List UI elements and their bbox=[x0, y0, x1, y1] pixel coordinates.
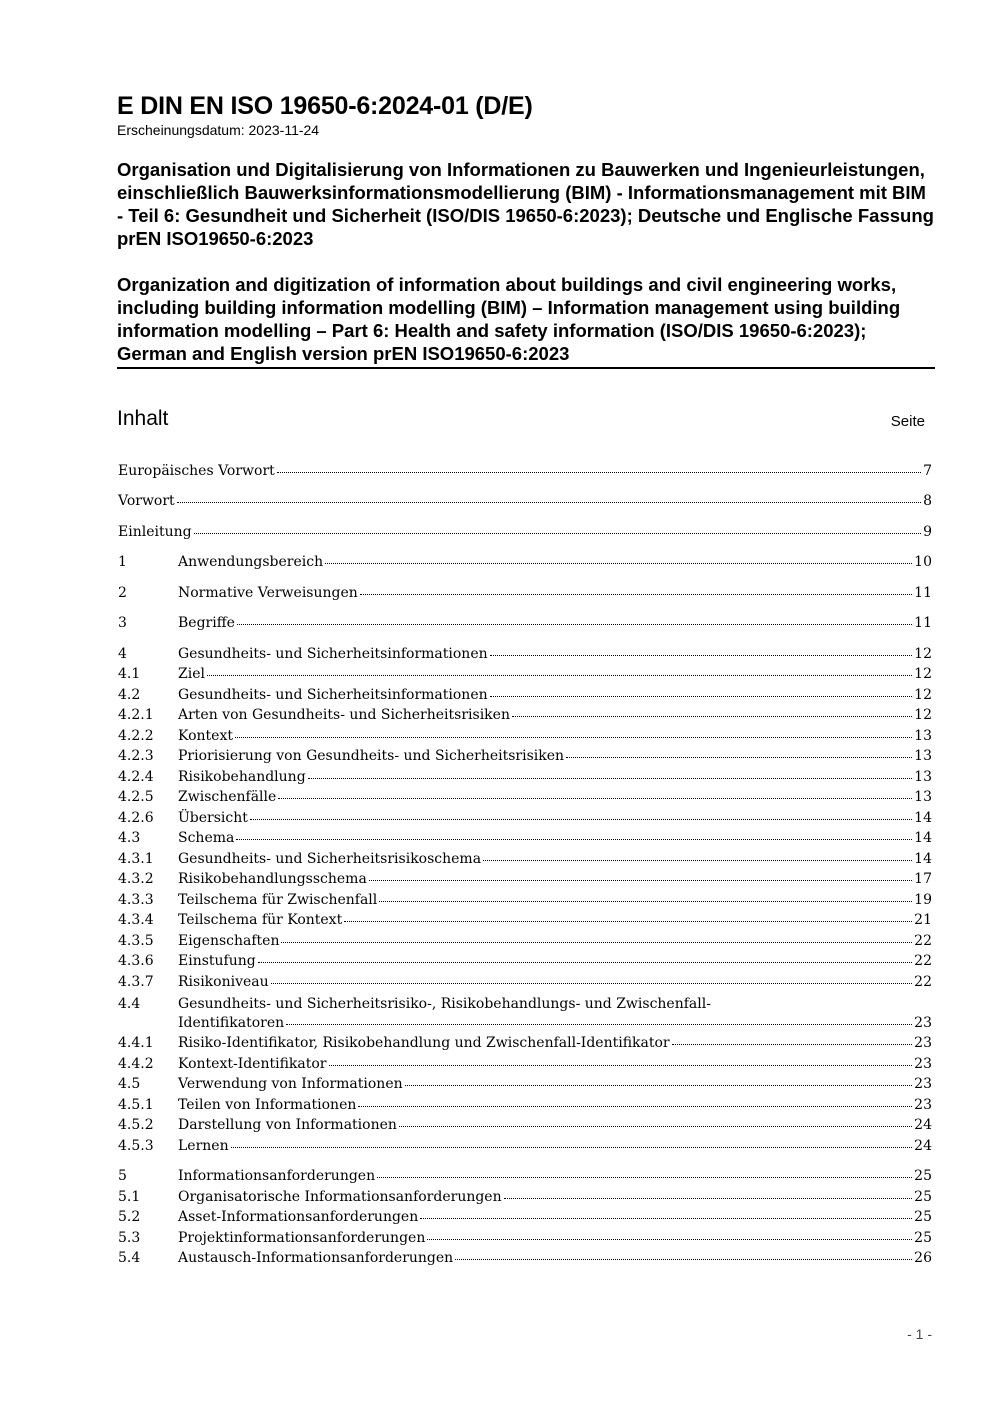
toc-entry[interactable] bbox=[117, 460, 932, 481]
toc-entry-label: Zwischenfälle bbox=[178, 789, 277, 805]
toc-dot-leader bbox=[399, 1126, 912, 1127]
toc-dot-leader bbox=[405, 1085, 913, 1086]
toc-dot-leader bbox=[420, 1218, 912, 1219]
toc-entry-number: 4.3.5 bbox=[118, 932, 154, 949]
toc-entry-label: Teilen von Informationen bbox=[178, 1096, 357, 1113]
toc-entry-page: 23 bbox=[914, 1055, 932, 1072]
toc-entry-page: 25 bbox=[914, 1229, 932, 1246]
title-divider bbox=[117, 367, 935, 369]
toc-entry-number: 5.2 bbox=[118, 1209, 141, 1225]
toc-entry-number: 4.4.1 bbox=[118, 1035, 154, 1051]
toc-entry-label: Kontext-Identifikator bbox=[178, 1055, 327, 1072]
toc-entry-number: 4.1 bbox=[118, 666, 141, 682]
toc-entry-page: 25 bbox=[914, 1188, 932, 1205]
title-german: Organisation und Digitalisierung von Informationen zu Bauwerken und Ingenieurleistungen, einschließlich Bauwerksinformationsmodellierung (BIM) - Informationsmanagement mit BIM - Teil 6: Gesundheit und Sicherheit (ISO/DIS 19650-6:2023); Deutsche und Englische Fassung prEN ISO19650-6:2023 bbox=[117, 159, 934, 249]
toc-entry-label: Projektinformationsanforderungen bbox=[178, 1229, 426, 1246]
toc-entry[interactable] bbox=[117, 746, 932, 767]
toc-entry-line bbox=[178, 1209, 932, 1225]
toc-entry-label: Risikoniveau bbox=[178, 973, 269, 990]
toc-entry-page: 9 bbox=[923, 523, 932, 540]
toc-entry-number: 2 bbox=[118, 584, 127, 601]
toc-entry-line bbox=[178, 666, 932, 682]
toc-entry-label: Begriffe bbox=[178, 615, 235, 631]
toc-entry[interactable] bbox=[117, 613, 932, 634]
toc-entry-number: 4 bbox=[118, 645, 127, 662]
toc-entry-number: 5.3 bbox=[118, 1229, 141, 1246]
toc-dot-leader bbox=[237, 624, 912, 625]
toc-entry[interactable] bbox=[117, 807, 932, 828]
toc-entry-number: 4.3.3 bbox=[118, 891, 154, 908]
toc-entry-line bbox=[178, 615, 932, 631]
toc-entry[interactable] bbox=[117, 1094, 932, 1115]
toc-entry-number: 4.2.6 bbox=[118, 809, 154, 826]
toc-dot-leader bbox=[483, 860, 912, 861]
toc-entry-line bbox=[178, 1015, 932, 1031]
toc-entry-number: 4.5.2 bbox=[118, 1117, 154, 1133]
toc-entry[interactable] bbox=[117, 643, 932, 664]
toc-entry-label: Teilschema für Kontext bbox=[178, 912, 343, 928]
toc-entry-label: Identifikatoren bbox=[178, 1014, 285, 1031]
toc-entry[interactable] bbox=[117, 1207, 932, 1228]
toc-entry[interactable] bbox=[117, 582, 932, 603]
toc-entry-number: 4.3.4 bbox=[118, 912, 154, 928]
toc-entry[interactable] bbox=[117, 889, 932, 910]
toc-entry-line bbox=[178, 892, 932, 908]
toc-entry-number: 4.5.3 bbox=[118, 1137, 154, 1154]
toc-entry[interactable] bbox=[117, 1074, 932, 1095]
toc-dot-leader bbox=[490, 655, 913, 656]
toc-entry[interactable] bbox=[117, 664, 932, 685]
toc-entry-line bbox=[178, 1056, 932, 1072]
toc-entry-page: 12 bbox=[914, 707, 932, 723]
toc-entry-number: 4.5 bbox=[118, 1076, 141, 1092]
toc-entry-label: Normative Verweisungen bbox=[178, 584, 358, 601]
toc-entry-label: Austausch-Informationsanforderungen bbox=[178, 1250, 454, 1266]
toc-dot-leader bbox=[194, 533, 922, 534]
toc-dot-leader bbox=[358, 1106, 912, 1107]
toc-entry-page: 10 bbox=[914, 554, 932, 570]
toc-entry[interactable] bbox=[117, 971, 932, 992]
toc-entry-line bbox=[178, 789, 932, 805]
toc-entry-label: Lernen bbox=[178, 1137, 229, 1154]
toc-entry[interactable] bbox=[117, 1033, 932, 1054]
toc-entry-line bbox=[178, 912, 932, 928]
toc-entry-page: 24 bbox=[914, 1137, 932, 1154]
toc-entry-line bbox=[178, 646, 932, 662]
toc-entry-page: 12 bbox=[914, 686, 932, 703]
toc-entry-label: Darstellung von Informationen bbox=[178, 1117, 397, 1133]
toc-entry-number: 4.3.2 bbox=[118, 871, 154, 887]
toc-entry-page: 13 bbox=[914, 748, 932, 764]
toc-entry-number: 5 bbox=[118, 1168, 127, 1184]
toc-dot-leader bbox=[231, 1147, 913, 1148]
toc-dot-leader bbox=[250, 819, 912, 820]
toc-dot-leader bbox=[427, 1239, 912, 1240]
toc-entry-page: 19 bbox=[914, 891, 932, 908]
title-block bbox=[117, 158, 935, 365]
toc-entry-line bbox=[178, 554, 932, 570]
toc-entry-number: 3 bbox=[118, 615, 127, 631]
toc-dot-leader bbox=[325, 563, 912, 564]
toc-entry-line bbox=[178, 851, 932, 867]
toc-entry-line bbox=[178, 707, 932, 723]
toc-entry-label: Teilschema für Zwischenfall bbox=[178, 891, 378, 908]
toc-entry-page: 25 bbox=[914, 1168, 932, 1184]
toc-entry-line bbox=[118, 463, 932, 479]
toc-entry-number: 5.4 bbox=[118, 1250, 141, 1266]
toc-entry-number: 4.3.7 bbox=[118, 973, 154, 990]
toc-dot-leader bbox=[281, 942, 912, 943]
toc-entry-page: 23 bbox=[914, 1014, 932, 1031]
toc-entry-page: 17 bbox=[914, 871, 932, 887]
toc-entry-page: 13 bbox=[914, 768, 932, 785]
toc-dot-leader bbox=[271, 983, 913, 984]
toc-entry[interactable] bbox=[117, 521, 932, 542]
toc-entry-line bbox=[178, 933, 932, 949]
toc-dot-leader bbox=[235, 737, 912, 738]
toc-entry-number: 4.2.5 bbox=[118, 789, 154, 805]
toc-entry-label: Arten von Gesundheits- und Sicherheitsrisiken bbox=[178, 707, 510, 723]
toc-entry[interactable] bbox=[117, 1053, 932, 1074]
toc-dot-leader bbox=[504, 1198, 913, 1199]
toc-dot-leader bbox=[490, 696, 913, 697]
toc-dot-leader bbox=[308, 778, 913, 779]
toc-entry-page: 14 bbox=[914, 830, 932, 846]
toc-entry[interactable] bbox=[117, 787, 932, 808]
toc-dot-leader bbox=[286, 1024, 912, 1025]
toc-entry-label: Eigenschaften bbox=[178, 932, 280, 949]
toc-entry[interactable] bbox=[117, 1186, 932, 1207]
toc-entry[interactable] bbox=[117, 705, 932, 726]
publication-date: Erscheinungsdatum: 2023-11-24 bbox=[117, 122, 320, 138]
toc-entry-number: 4.3 bbox=[118, 830, 141, 846]
toc-entry-number: 4.3.6 bbox=[118, 953, 154, 969]
toc-entry-line bbox=[178, 1250, 932, 1266]
toc-entry[interactable] bbox=[117, 1227, 932, 1248]
toc-entry-line bbox=[178, 769, 932, 785]
toc-entry-label: Schema bbox=[178, 830, 235, 846]
toc-entry-line bbox=[178, 1097, 932, 1113]
toc-entry-number: 4.3.1 bbox=[118, 850, 154, 867]
toc-entry-label: Europäisches Vorwort bbox=[118, 462, 275, 479]
toc-entry-page: 24 bbox=[914, 1117, 932, 1133]
toc-entry-page: 14 bbox=[914, 850, 932, 867]
toc-entry-line bbox=[178, 728, 932, 744]
toc-entry-label: Priorisierung von Gesundheits- und Sicherheitsrisiken bbox=[178, 748, 565, 764]
toc-entry-label: Vorwort bbox=[118, 493, 175, 509]
toc-entry[interactable] bbox=[117, 552, 932, 573]
toc-entry[interactable] bbox=[117, 951, 932, 972]
toc-entry-line bbox=[178, 1189, 932, 1205]
toc-entry-line bbox=[178, 1138, 932, 1154]
toc-entry-page: 8 bbox=[923, 493, 932, 509]
toc-entry[interactable] bbox=[117, 828, 932, 849]
toc-dot-leader bbox=[177, 502, 921, 503]
toc-entry-page: 12 bbox=[914, 666, 932, 682]
toc-dot-leader bbox=[566, 757, 912, 758]
toc-entry-page: 12 bbox=[914, 645, 932, 662]
toc-entry-label: Gesundheits- und Sicherheitsrisikoschema bbox=[178, 850, 482, 867]
toc-entry-line bbox=[178, 953, 932, 969]
toc-dot-leader bbox=[512, 716, 912, 717]
toc-entry-page: 14 bbox=[914, 809, 932, 826]
toc-entry-line bbox=[178, 1230, 932, 1246]
toc-entry[interactable] bbox=[117, 1135, 932, 1156]
toc-entry-number: 4.2.2 bbox=[118, 727, 154, 744]
toc-entry-page: 13 bbox=[914, 727, 932, 744]
toc-entry-line bbox=[178, 830, 932, 846]
toc-entry-number: 4.2.3 bbox=[118, 748, 154, 764]
toc-entry-page: 22 bbox=[914, 953, 932, 969]
toc-entry[interactable] bbox=[117, 1166, 932, 1187]
toc-entry-number: 5.1 bbox=[118, 1188, 141, 1205]
toc-entry-number: 4.2.1 bbox=[118, 707, 154, 723]
toc-entry-number: 4.2.4 bbox=[118, 768, 154, 785]
toc-entry-label: Risikobehandlung bbox=[178, 768, 306, 785]
toc-entry[interactable] bbox=[117, 930, 932, 951]
toc-entry-label: Gesundheits- und Sicherheitsinformationen bbox=[178, 645, 488, 662]
toc-dot-leader bbox=[236, 839, 912, 840]
toc-dot-leader bbox=[379, 901, 912, 902]
toc-entry-line bbox=[178, 974, 932, 990]
toc-entry-label: Organisatorische Informationsanforderungen bbox=[178, 1188, 502, 1205]
toc-entry-label: Ziel bbox=[178, 666, 205, 682]
toc-entry[interactable] bbox=[117, 869, 932, 890]
toc-entry[interactable] bbox=[117, 992, 932, 1033]
toc-entry-line bbox=[118, 524, 932, 540]
table-of-contents bbox=[117, 460, 932, 1268]
toc-entry-page: 26 bbox=[914, 1250, 932, 1266]
toc-entry-line bbox=[178, 1117, 932, 1133]
document-id: E DIN EN ISO 19650-6:2024-01 (D/E) bbox=[117, 92, 533, 120]
toc-dot-leader bbox=[377, 1177, 912, 1178]
toc-entry[interactable] bbox=[117, 491, 932, 512]
toc-entry[interactable] bbox=[117, 1115, 932, 1136]
toc-dot-leader bbox=[672, 1044, 913, 1045]
toc-entry-label: Asset-Informationsanforderungen bbox=[178, 1209, 419, 1225]
toc-entry-page: 7 bbox=[923, 462, 932, 479]
toc-dot-leader bbox=[258, 962, 912, 963]
toc-entry-line bbox=[178, 871, 932, 887]
toc-page-column-label: Seite bbox=[890, 413, 925, 430]
toc-entry-number: 4.2 bbox=[118, 686, 141, 703]
toc-entry-number: 4.4.2 bbox=[118, 1055, 154, 1072]
toc-entry-label: Übersicht bbox=[178, 809, 248, 826]
toc-entry-page: 23 bbox=[914, 1076, 932, 1092]
toc-entry-page: 22 bbox=[914, 932, 932, 949]
toc-entry-line bbox=[178, 748, 932, 764]
toc-entry-line bbox=[118, 493, 932, 509]
toc-entry-page: 22 bbox=[914, 973, 932, 990]
toc-entry-label: Risiko-Identifikator, Risikobehandlung und Zwischenfall-Identifikator bbox=[178, 1035, 670, 1051]
toc-entry[interactable] bbox=[117, 848, 932, 869]
toc-entry-page: 23 bbox=[914, 1035, 932, 1051]
toc-entry[interactable] bbox=[117, 725, 932, 746]
page-number: - 1 - bbox=[907, 1326, 932, 1342]
toc-entry-label: Gesundheits- und Sicherheitsinformationen bbox=[178, 686, 488, 703]
toc-dot-leader bbox=[207, 675, 912, 676]
toc-entry-line bbox=[178, 810, 932, 826]
toc-entry-label: Risikobehandlungsschema bbox=[178, 871, 367, 887]
toc-entry-line bbox=[178, 585, 932, 601]
toc-entry-label: Kontext bbox=[178, 727, 233, 744]
toc-dot-leader bbox=[329, 1065, 913, 1066]
toc-dot-leader bbox=[455, 1259, 912, 1260]
toc-entry-page: 11 bbox=[914, 615, 932, 631]
toc-dot-leader bbox=[369, 880, 912, 881]
toc-heading: Inhalt bbox=[117, 407, 169, 430]
toc-entry[interactable] bbox=[117, 684, 932, 705]
toc-entry-line bbox=[178, 1076, 932, 1092]
toc-entry-page: 25 bbox=[914, 1209, 932, 1225]
toc-entry-label-line1: Gesundheits- und Sicherheitsrisiko-, Risikobehandlungs- und Zwischenfall- bbox=[178, 995, 711, 1012]
toc-entry[interactable] bbox=[117, 766, 932, 787]
toc-entry-page: 23 bbox=[914, 1096, 932, 1113]
toc-entry-page: 13 bbox=[914, 789, 932, 805]
toc-entry-number: 4.5.1 bbox=[118, 1096, 154, 1113]
toc-entry-line bbox=[178, 1035, 932, 1051]
toc-dot-leader bbox=[278, 798, 912, 799]
toc-entry[interactable] bbox=[117, 1248, 932, 1269]
toc-entry[interactable] bbox=[117, 910, 932, 931]
toc-entry-number: 4.4 bbox=[118, 995, 141, 1012]
toc-entry-label: Verwendung von Informationen bbox=[178, 1076, 403, 1092]
toc-dot-leader bbox=[277, 472, 921, 473]
toc-entry-page: 11 bbox=[914, 584, 932, 601]
toc-entry-line bbox=[178, 687, 932, 703]
toc-entry-number: 1 bbox=[118, 554, 127, 570]
toc-dot-leader bbox=[344, 921, 912, 922]
toc-entry-label: Informationsanforderungen bbox=[178, 1168, 376, 1184]
title-english: Organization and digitization of information about buildings and civil engineering works, including building information modelling (BIM) – Information management using building information modelling – Part 6: Health and safety information (ISO/DIS 19650-6:2023); German and English version prEN ISO19650-6:2023 bbox=[117, 274, 901, 364]
toc-entry-label: Einleitung bbox=[118, 523, 192, 540]
toc-entry-label: Anwendungsbereich bbox=[178, 554, 324, 570]
toc-entry-line bbox=[178, 1168, 932, 1184]
toc-dot-leader bbox=[360, 594, 912, 595]
toc-entry-label: Einstufung bbox=[178, 953, 256, 969]
toc-entry-page: 21 bbox=[914, 912, 932, 928]
